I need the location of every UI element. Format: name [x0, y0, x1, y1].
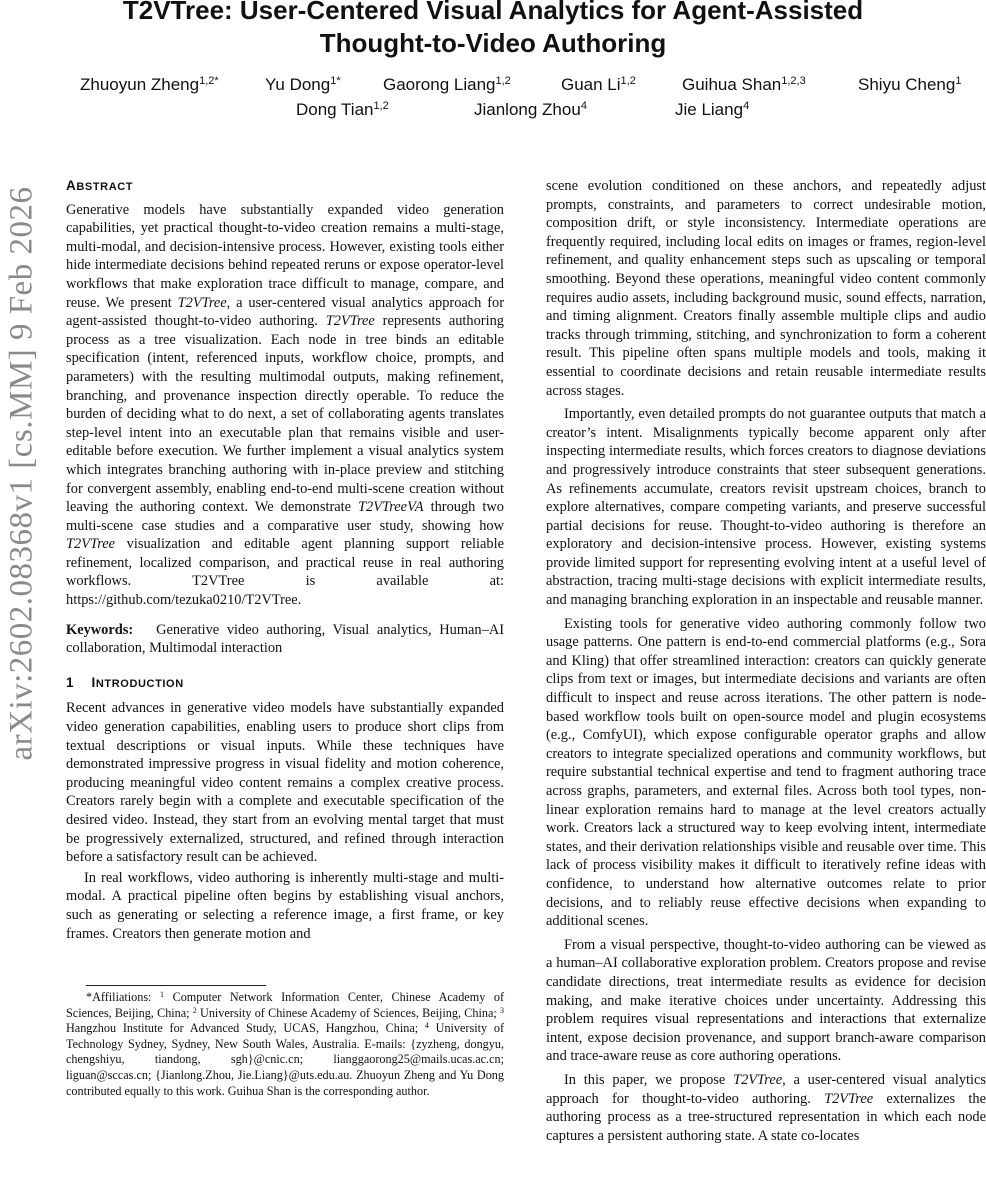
footnote-rule: [86, 985, 266, 986]
author: Zhuoyun Zheng$^{1,2*}$: [80, 75, 219, 94]
intro-paragraph: In real workflows, video authoring is inherently multi-stage and multi-modal. A practical pipeline often begins by establishing visual anchors, such as generating or selecting a reference image, a first frame, or key frames. Creators then generate motion and: [66, 869, 504, 942]
right-column: [546, 177, 986, 1145]
author: Guan Li$^{1,2}$: [561, 75, 636, 94]
title-line-1: T2VTree: User-Centered Visual Analytics for Agent-Assisted: [122, 0, 864, 25]
author: Jianlong Zhou$^4$: [474, 100, 587, 119]
arxiv-identifier-stamp: arXiv:2602.08368v1 [cs.MM] 9 Feb 2026: [3, 186, 40, 761]
intro-paragraph: Importantly, even detailed prompts do not guarantee outputs that match a creator’s intent. Misalignments typically become apparent only after inspecting intermediate results, which forces creators to diagnose deviations and progressively introduce constraints that steer subsequent generations. As refinements accumulate, creators revisit upstream choices, branch to explore alternatives, compare competing variants, and preserve successful partial decisions for reuse. Thought-to-video authoring is therefore an exploratory and decision-intensive process. However, existing systems provide limited support for representing evolving intent at a useful level of abstraction, tracing multi-stage decisions with explicit intermediate results, and managing branching exploration in an inspectable and reusable manner.: [546, 406, 986, 609]
introduction-heading: 1 INTRODUCTION: [66, 674, 184, 690]
affiliations-footnote: *Affiliations: $^1$ Computer Network Information Center, Chinese Academy of Sciences, Beijing, China; $^2$ University of Chinese Academy of Sciences, Beijing, China; $^3$ Hangzhou Institute for Advanced Study, UCAS, Hangzhou, China; $^4$ University of Technology Sydney, Sydney, New South Wales, Australia. E-mails: {zyzheng, dongyu, chengshiyu, tiandong, sgh}@cnic.cn; lianggaorong25@mails.ucas.ac.cn; liguan@sccas.cn; {Jianlong.Zhou, Jie.Liang}@uts.edu.au. Zhuoyun Zheng and Yu Dong contributed equally to this work. Guihua Shan is the corresponding author.: [66, 990, 504, 1098]
author: Dong Tian$^{1,2}$: [296, 100, 389, 119]
author: Yu Dong$^{1*}$: [265, 75, 341, 94]
intro-paragraph: scene evolution conditioned on these anchors, and repeatedly adjust prompts, constraints, and parameters to correct undesirable motion, composition drift, or style inconsistency. Intermediate operations are frequently required, including local edits on images or frames, region-level refinement, and quality enhancement steps such as upscaling or temporal smoothing. Beyond these operations, meaningful video content commonly requires audio assets, including background music, sound effects, narration, and timing alignment. Creators finally assemble multiple clips and audio tracks through trimming, stitching, and synchronization to form a coherent result. This pipeline often spans multiple models and tools, making it essential to coordinate decisions and retain reusable intermediate results across stages.: [546, 178, 986, 399]
title-line-2: Thought-to-Video Authoring: [319, 28, 667, 58]
left-column: [66, 177, 504, 943]
author: Shiyu Cheng$^1$: [858, 75, 962, 94]
keywords: Keywords: Generative video authoring, Visual analytics, Human–AI collaboration, Multimodal interaction: [66, 621, 505, 657]
intro-paragraph: Existing tools for generative video authoring commonly follow two usage patterns. One pattern is end-to-end commercial platforms (e.g., Sora and Kling) that offer streamlined interaction: creators can quickly generate clips from text or images, but intermediate decisions and variants are often difficult to inspect and reuse across iterations. The other pattern is node-based workflow tools built on open-source model and plugin ecosystems (e.g., ComfyUI), which expose configurable operator graphs and allow creators to integrate specialized operations and community workflows, but require substantial technical expertise and tend to fragment authoring trace across graphs, parameters, and external files. Across both tool types, non-linear exploration remains hard to manage at the level creators actually work. Creators lack a structured way to keep evolving intent, intermediate states, and their derivation relationships visible and reusable over time. This lack of process visibility makes it difficult to iteratively refine ideas with confidence, to understand how alternative outcomes relate to prior decisions, and to reliably reuse effective decisions when expanding to additional scenes.: [546, 615, 986, 930]
author: Gaorong Liang$^{1,2}$: [383, 75, 511, 94]
author: Jie Liang$^4$: [675, 100, 750, 119]
abstract-heading: ABSTRACT: [66, 178, 134, 193]
intro-paragraph: In this paper, we propose T2VTree, a user-centered visual analytics approach for thought-to-video authoring. T2VTree externalizes the authoring process as a tree-structured representation in which each node captures a persistent authoring state. A state co-locates: [546, 1071, 986, 1144]
author: Guihua Shan$^{1,2,3}$: [682, 75, 806, 94]
intro-paragraph: Recent advances in generative video models have substantially expanded video generation capabilities, enabling users to produce short clips from textual descriptions or visual inputs. While these techniques have demonstrated impressive progress in visual fidelity and motion coherence, producing meaningful video content remains a complex creative process. Creators rarely begin with a complete and executable specification of the desired video. Instead, they start from an evolving mental target that must be progressively externalized, structured, and refined through interaction before a satisfactory result can be achieved.: [66, 700, 504, 866]
intro-paragraph: From a visual perspective, thought-to-video authoring can be viewed as a human–AI collaborative exploration problem. Creators propose and revise candidate directions, treat intermediate results as evidence for decision making, and make iterative choices under uncertainty. Addressing this problem requires visual representations and interactions that externalize intent, expose decision provenance, and support branch-aware comparison and trace-aware reuse as core authoring operations.: [546, 936, 986, 1065]
paper-title: [0, 0, 986, 60]
abstract-paragraph: Generative models have substantially expanded video generation capabilities, yet practical thought-to-video creation remains a multi-stage, multi-modal, and decision-intensive process. However, existing tools either hide intermediate decisions behind repeated reruns or expose operator-level workflows that make exploration trace difficult to manage, compare, and reuse. We present T2VTree, a user-centered visual analytics approach for agent-assisted thought-to-video authoring. T2VTree represents authoring process as a tree visualization. Each node in tree binds an editable specification (intent, referenced inputs, workflow choice, prompts, and parameters) with the resulting multimodal outputs, making refinement, branching, and provenance inspection directly operable. To reduce the burden of deciding what to do next, a set of collaborating agents translates step-level intent into an executable plan that remains visible and user-editable before execution. We further implement a visual analytics system which integrates branching authoring with in-place preview and stitching for convergent assembly, enabling end-to-end multi-scene creation without leaving the authoring context. We demonstrate T2VTreeVA through two multi-scene case studies and a comparative user study, showing how T2VTree visualization and editable agent planning support reliable refinement, localized comparison, and practical reuse in real authoring workflows. T2VTree is available at: https://github.com/tezuka0210/T2VTree.: [66, 201, 504, 609]
